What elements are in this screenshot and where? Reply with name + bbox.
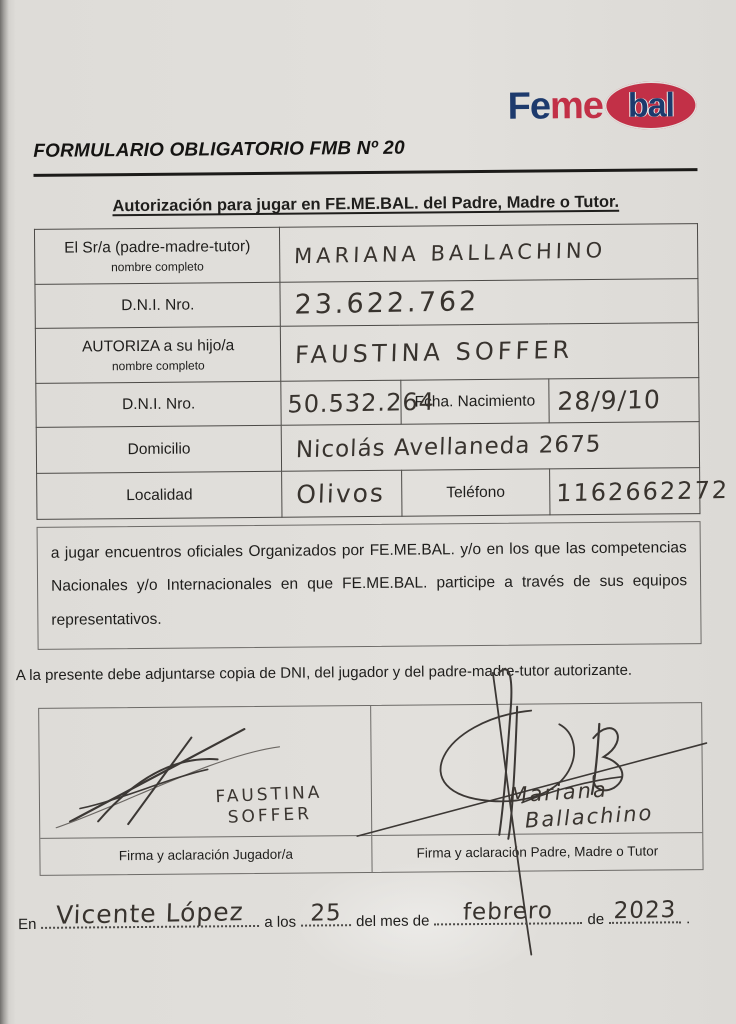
- label-child-name-text: AUTORIZA a su hijo/a: [81, 336, 235, 355]
- value-parent-name: MARIANA BALLACHINO: [280, 224, 698, 283]
- parent-signature-name: Mariana Ballachino: [508, 777, 655, 834]
- player-signature-cell: [39, 706, 371, 875]
- date-word-en: En: [17, 915, 37, 934]
- value-birthdate: 28/9/10: [549, 378, 699, 423]
- place-handwritten: Vicente López: [55, 897, 245, 930]
- attachment-note: A la presente debe adjuntarse copia de DNI, del jugador y del padre-madre-tutor autorizante.: [15, 661, 633, 685]
- date-period: .: [686, 910, 691, 928]
- month-blank: [434, 897, 582, 926]
- player-signature-label: Firma y aclaración Jugador/a: [118, 847, 294, 864]
- month-handwritten: febrero: [462, 897, 554, 926]
- player-signature-box: [39, 706, 371, 839]
- logo-oval: [605, 81, 697, 130]
- day-blank: [301, 900, 351, 927]
- day-handwritten: 25: [309, 900, 343, 927]
- label-parent-name-text: El Sr/a (padre-madre-tutor): [64, 237, 251, 257]
- parent-signature-cell: [370, 703, 702, 872]
- femebal-logo: [33, 81, 697, 135]
- title-divider: [33, 168, 697, 177]
- label-parent-name: [34, 227, 280, 284]
- date-word-de: de: [587, 910, 605, 929]
- label-parent-name-sub: nombre completo: [111, 258, 204, 274]
- value-child-name: FAUSTINA SOFFER: [281, 323, 699, 382]
- label-phone: Teléfono: [401, 469, 550, 516]
- label-child-name-sub: nombre completo: [111, 357, 205, 373]
- row-address: [36, 422, 699, 474]
- value-child-dni: 50.532.264: [281, 380, 401, 425]
- place-blank: [41, 897, 259, 930]
- row-city-phone: [37, 468, 700, 520]
- row-parent-dni: [35, 279, 698, 329]
- label-child-dni: D.N.I. Nro.: [36, 381, 282, 427]
- date-word-alos: a los: [264, 913, 297, 931]
- value-parent-dni: 23.622.762: [280, 279, 698, 327]
- authorization-paragraph: a jugar encuentros oficiales Organizados por FE.ME.BAL. y/o en los que las competencias Nacionales y/o Internacionales en que FE.ME.BAL. participe a través de sus equipos representativos.: [37, 521, 702, 650]
- logo-text-me: me: [549, 84, 604, 128]
- value-phone: 1162662272: [550, 468, 700, 515]
- date-word-delmesde: del mes de: [355, 912, 430, 931]
- row-child-dni-birth: [36, 378, 699, 428]
- label-address: Domicilio: [36, 425, 282, 473]
- logo-text-bal: bal: [627, 86, 675, 125]
- label-city: Localidad: [37, 471, 283, 519]
- year-blank: [609, 896, 681, 925]
- parent-signature-label: Firma y aclaración Padre, Madre o Tutor: [416, 843, 659, 862]
- signatures-section: [38, 702, 703, 876]
- label-parent-dni: D.N.I. Nro.: [35, 282, 281, 328]
- label-child-name: [35, 326, 281, 383]
- authorization-table: [34, 223, 730, 520]
- parent-signature-box: [371, 703, 702, 836]
- player-signature-name: FAUSTINA SOFFER: [215, 782, 323, 829]
- row-parent-name: [34, 224, 697, 285]
- row-child-name: [35, 323, 698, 384]
- logo-text-fe: Fe: [507, 85, 551, 128]
- authorization-heading: Autorización para jugar en FE.ME.BAL. del Padre, Madre o Tutor.: [112, 192, 620, 216]
- value-city: Olivos: [282, 470, 402, 517]
- form-title: FORMULARIO OBLIGATORIO FMB Nº 20: [33, 137, 405, 162]
- label-birthdate: Fcha. Nacimiento: [400, 379, 549, 424]
- value-address: Nicolás Avellaneda 2675: [281, 422, 699, 472]
- year-handwritten: 2023: [613, 896, 677, 925]
